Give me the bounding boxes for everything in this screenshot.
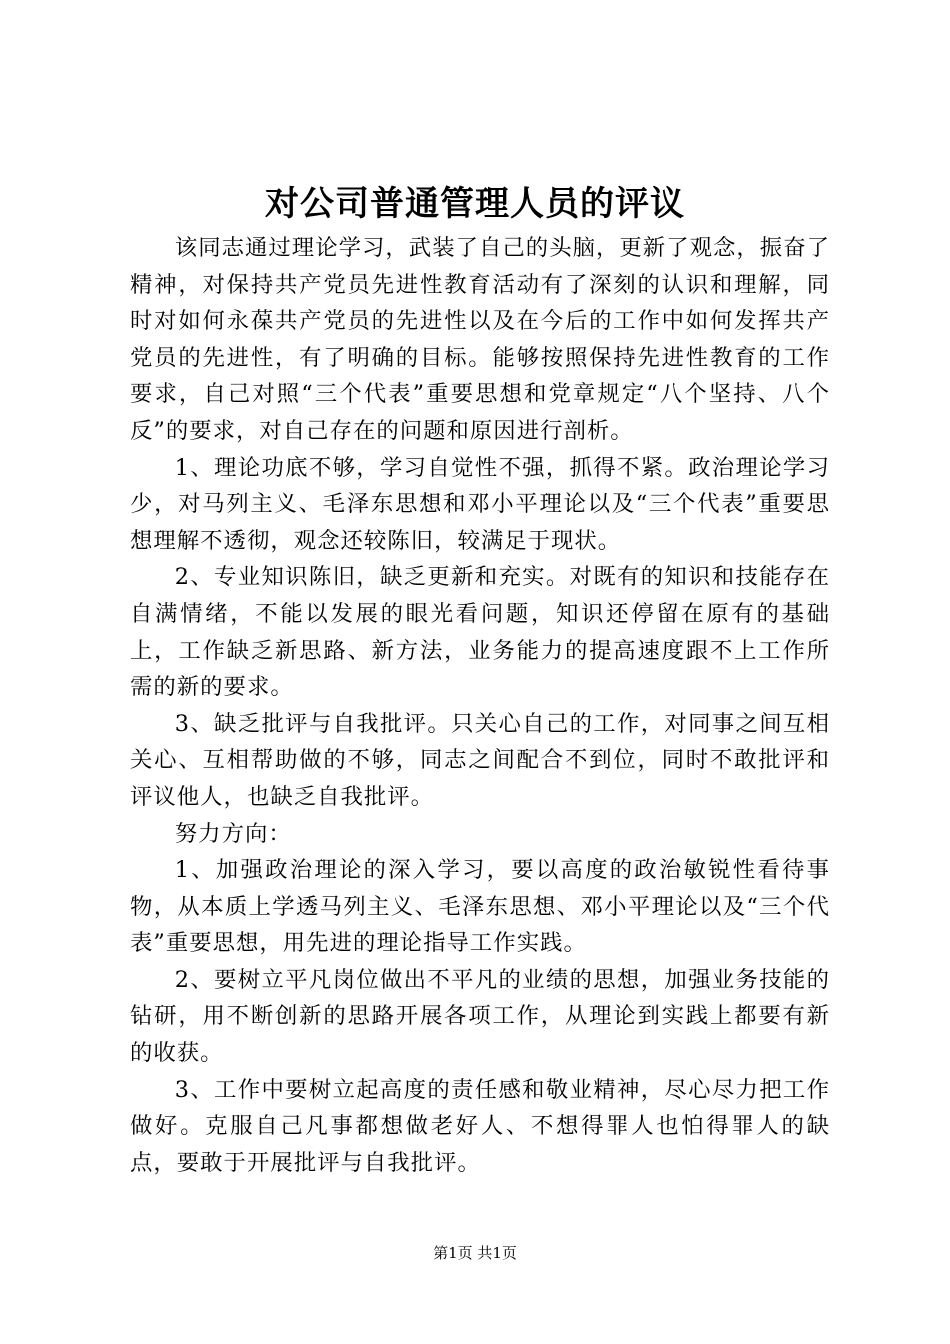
- document-body: [130, 230, 830, 1181]
- page-footer: 第1页 共1页: [433, 1244, 517, 1262]
- paragraph-problem-2: 2、专业知识陈旧，缺乏更新和充实。对既有的知识和技能存在自满情绪，不能以发展的眼光看问题，知识还停留在原有的基础上，工作缺乏新思路、新方法，业务能力的提高速度跟不上工作所需的新的要求。: [130, 564, 830, 701]
- section-heading-direction: 努力方向：: [174, 820, 292, 847]
- paragraph-problem-1: 1、理论功底不够，学习自觉性不强，抓得不紧。政治理论学习少，对马列主义、毛泽东思想和邓小平理论以及“三个代表”重要思想理解不透彻，观念还较陈旧，较满足于现状。: [130, 454, 830, 554]
- paragraph-direction-2: 2、要树立平凡岗位做出不平凡的业绩的思想，加强业务技能的钻研，用不断创新的思路开展各项工作，从理论到实践上都要有新的收获。: [130, 966, 830, 1067]
- paragraph-intro: 该同志通过理论学习，武装了自己的头脑，更新了观念，振奋了精神，对保持共产党员先进性教育活动有了深刻的认识和理解，同时对如何永葆共产党员的先进性以及在今后的工作中如何发挥共产党员的先进性，有了明确的目标。能够按照保持先进性教育的工作要求，自己对照“三个代表”重要思想和党章规定“八个坚持、八个反”的要求，对自己存在的问题和原因进行剖析。: [130, 235, 830, 444]
- paragraph-direction-1: 1、加强政治理论的深入学习，要以高度的政治敏锐性看待事物，从本质上学透马列主义、毛泽东思想、邓小平理论以及“三个代表”重要思想，用先进的理论指导工作实践。: [130, 857, 830, 957]
- document-title: 对公司普通管理人员的评议: [265, 184, 685, 224]
- paragraph-direction-3: 3、工作中要树立起高度的责任感和敬业精神，尽心尽力把工作做好。克服自己凡事都想做老好人、不想得罪人也怕得罪人的缺点，要敢于开展批评与自我批评。: [130, 1076, 830, 1176]
- paragraph-problem-3: 3、缺乏批评与自我批评。只关心自己的工作，对同事之间互相关心、互相帮助做的不够，同志之间配合不到位，同时不敢批评和评议他人，也缺乏自我批评。: [130, 710, 830, 810]
